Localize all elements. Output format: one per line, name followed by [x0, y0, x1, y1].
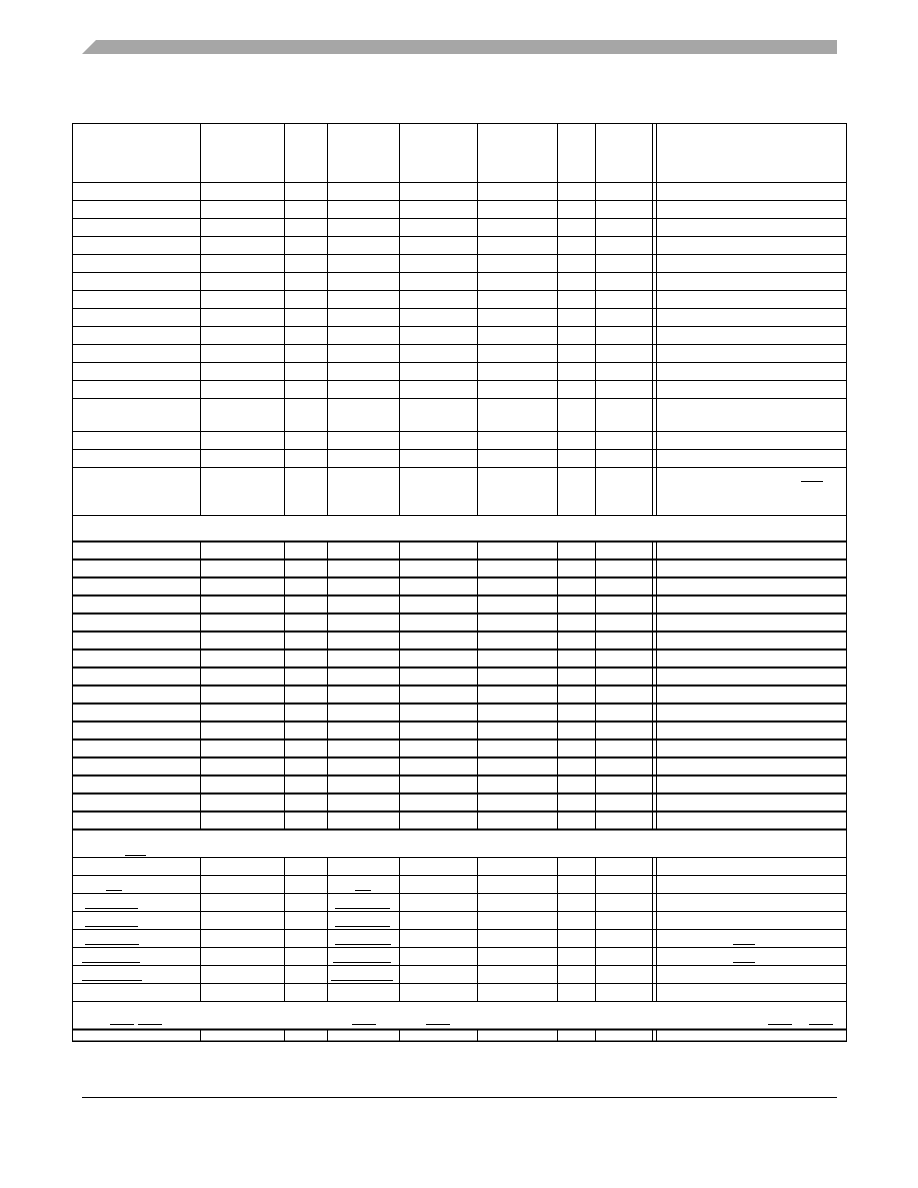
overbar-mark: [85, 944, 139, 945]
overbar-mark: [768, 1024, 792, 1025]
overbar-mark: [426, 1024, 450, 1025]
overbar-mark: [801, 481, 823, 482]
overbar-mark: [733, 944, 755, 945]
overbar-mark: [85, 908, 138, 909]
overbar-mark: [352, 1024, 376, 1025]
overbar-mark: [331, 980, 393, 981]
overbar-mark: [335, 908, 390, 909]
overbar-mark: [125, 855, 146, 856]
overbar-mark: [110, 1024, 134, 1025]
overbar-mark: [138, 1024, 162, 1025]
data-table: [72, 123, 847, 1042]
footer-rule: [82, 1097, 837, 1098]
overbar-mark: [82, 962, 140, 963]
overbar-mark: [733, 962, 755, 963]
overbar-mark: [82, 980, 142, 981]
overbar-mark: [335, 944, 391, 945]
banner-shape: [82, 40, 837, 54]
overbar-mark: [809, 1024, 833, 1025]
overbar-mark: [85, 926, 138, 927]
overbar-mark: [333, 962, 391, 963]
overbar-mark: [106, 890, 122, 891]
header-banner: [82, 40, 837, 54]
overbar-mark: [355, 890, 371, 891]
banner-bar: [82, 40, 837, 54]
table-grid: [72, 123, 847, 1042]
overbar-mark: [335, 926, 390, 927]
